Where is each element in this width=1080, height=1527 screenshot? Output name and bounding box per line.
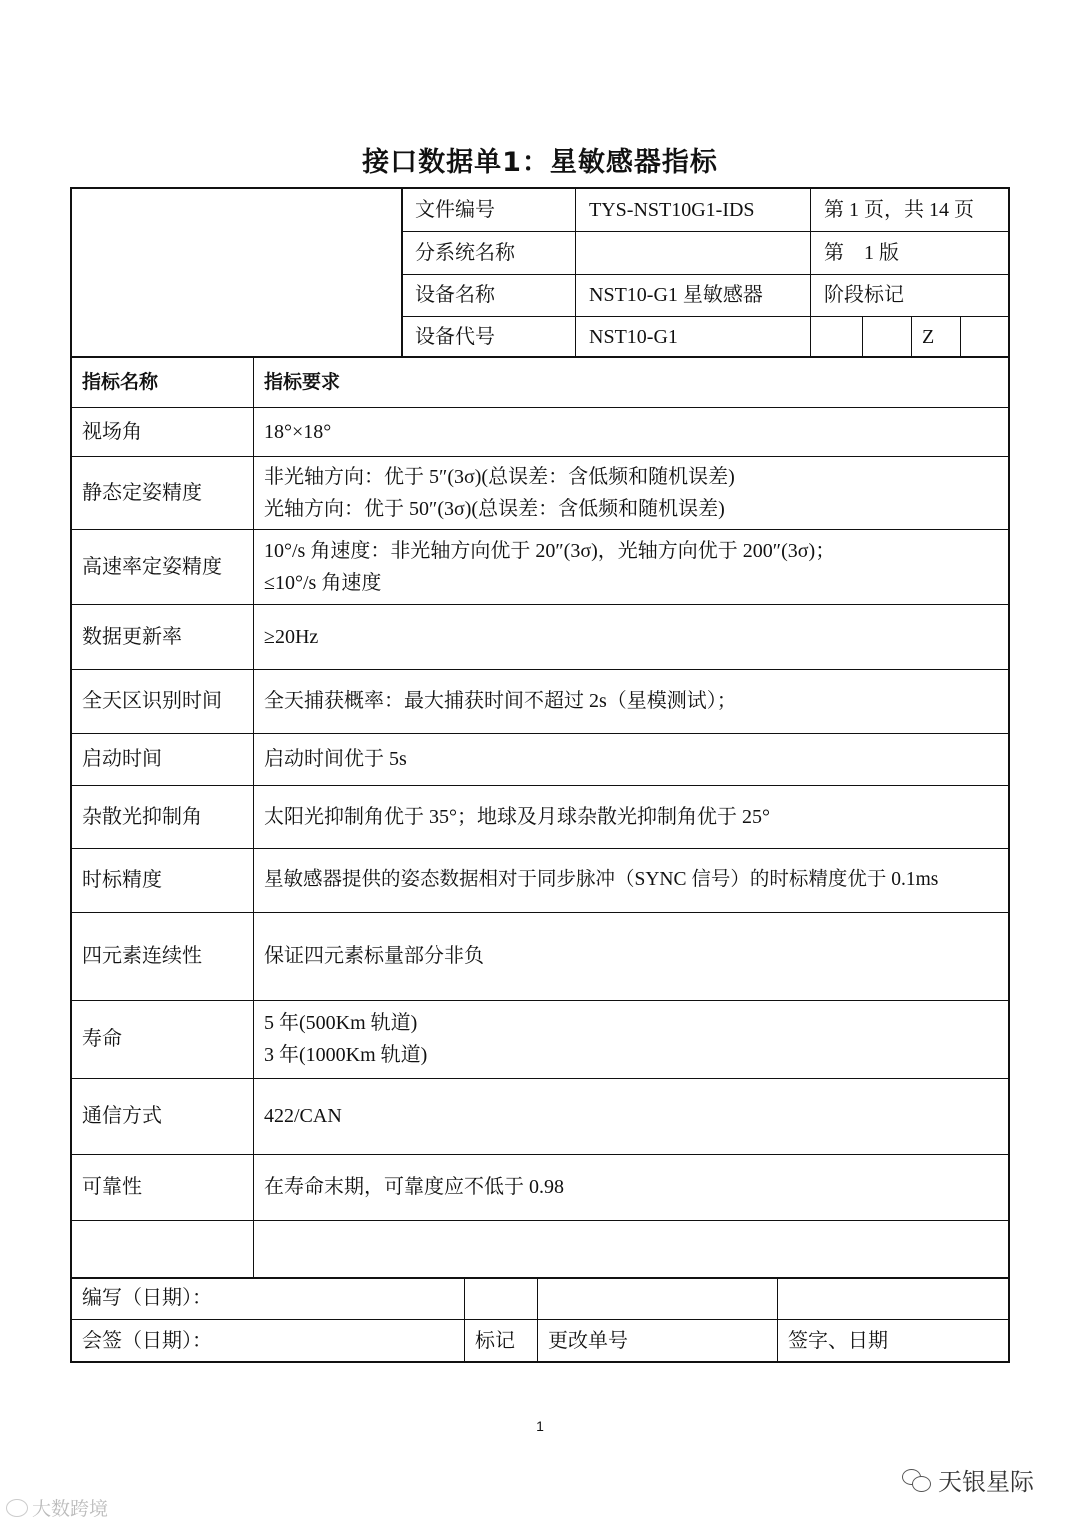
row-name: 全天区识别时间 xyxy=(82,690,222,712)
page-number: 1 xyxy=(536,1418,544,1434)
spec-table xyxy=(70,187,1010,1363)
watermark-right-text: 天银星际 xyxy=(938,1468,1034,1496)
row-name: 视场角 xyxy=(82,420,142,443)
subsystem-value xyxy=(579,231,809,274)
row-name: 高速率定姿精度 xyxy=(82,555,222,578)
row-req: 保证四元素标量部分非负 xyxy=(264,945,484,967)
edition: 第 1 版 xyxy=(824,241,899,264)
req-line: 3 年(1000Km 轨道) xyxy=(264,1044,428,1066)
doc-no-label: 文件编号 xyxy=(415,199,495,221)
device-name-value: NST10-G1 星敏感器 xyxy=(589,284,763,306)
wechat-icon xyxy=(902,1467,932,1493)
req-line: ≤10°/s 角速度 xyxy=(264,571,382,594)
row-req: 太阳光抑制角优于 35°；地球及月球杂散光抑制角优于 25° xyxy=(264,805,770,828)
row-name: 寿命 xyxy=(82,1028,122,1050)
mark-label: 标记 xyxy=(475,1330,515,1352)
watermark-left-text: 大数跨境 xyxy=(32,1498,109,1520)
col-header-requirement: 指标要求 xyxy=(264,371,341,393)
row-req xyxy=(254,456,1009,529)
page-info: 第 1 页，共 14 页 xyxy=(824,199,974,221)
row-req: 18°×18° xyxy=(264,420,332,443)
row-name: 启动时间 xyxy=(82,748,162,770)
req-line: 光轴方向：优于 50″(3σ)(总误差：含低频和随机误差) xyxy=(264,497,725,520)
written-date-label: 编写（日期）： xyxy=(82,1287,212,1309)
device-code-label: 设备代号 xyxy=(415,325,495,348)
subsystem-label: 分系统名称 xyxy=(415,241,515,264)
sign-date-label: 签字、日期 xyxy=(788,1330,888,1352)
device-code-value: NST10-G1 xyxy=(589,325,678,348)
row-name: 静态定姿精度 xyxy=(82,481,202,504)
row-name: 时标精度 xyxy=(82,869,162,891)
change-no-label: 更改单号 xyxy=(548,1330,628,1352)
row-req xyxy=(254,1000,1009,1078)
row-name: 四元素连续性 xyxy=(82,945,202,967)
watermark-right xyxy=(902,1462,1034,1497)
row-name: 可靠性 xyxy=(82,1176,142,1198)
req-line: 5 年(500Km 轨道) xyxy=(264,1012,418,1034)
weibo-icon xyxy=(6,1499,28,1517)
req-line: 非光轴方向：优于 5″(3σ)(总误差：含低频和随机误差) xyxy=(264,465,735,488)
row-req: 星敏感器提供的姿态数据相对于同步脉冲（SYNC 信号）的时标精度优于 0.1ms xyxy=(264,869,939,890)
row-req: ≥20Hz xyxy=(264,625,319,648)
row-name: 数据更新率 xyxy=(82,625,182,648)
doc-no-value: TYS-NST10G1-IDS xyxy=(589,199,755,221)
stage-mark: Z xyxy=(922,325,935,348)
row-name: 通信方式 xyxy=(82,1105,162,1127)
row-name: 杂散光抑制角 xyxy=(82,805,202,828)
watermark-left xyxy=(6,1494,108,1521)
row-req: 422/CAN xyxy=(264,1105,342,1127)
col-header-name: 指标名称 xyxy=(82,371,159,393)
row-req: 全天捕获概率：最大捕获时间不超过 2s（星模测试）； xyxy=(264,690,737,712)
countersign-date-label: 会签（日期）： xyxy=(82,1330,212,1352)
stage-label: 阶段标记 xyxy=(824,284,904,306)
device-name-label: 设备名称 xyxy=(415,284,495,306)
row-req xyxy=(254,529,1009,604)
row-req: 启动时间优于 5s xyxy=(264,748,407,770)
req-line: 10°/s 角速度：非光轴方向优于 20″(3σ)，光轴方向优于 200″(3σ)； xyxy=(264,539,836,562)
row-req: 在寿命末期，可靠度应不低于 0.98 xyxy=(264,1176,564,1198)
document-title: 接口数据单1：星敏感器指标 xyxy=(362,147,718,178)
